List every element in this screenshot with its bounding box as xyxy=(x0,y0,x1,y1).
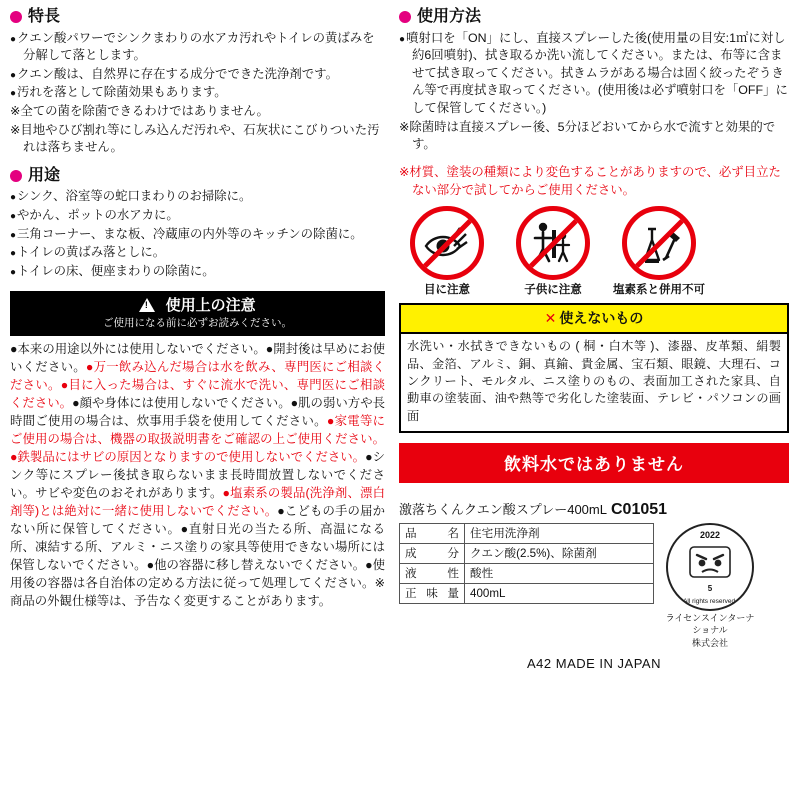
list-item: ● やかん、ポットの水アカに。 xyxy=(10,207,385,225)
spec-value: 酸性 xyxy=(465,563,654,583)
seal-year: 2022 xyxy=(699,529,721,540)
license-company-line1: ライセンスインターナショナル xyxy=(665,612,755,635)
spec-key: 正味量 xyxy=(400,584,465,604)
caution-sentence: ※商品の外観仕様等は、予告なく変更することがあります。 xyxy=(10,575,385,608)
unusable-materials-title xyxy=(401,305,787,334)
bullet-dot-icon xyxy=(10,11,22,23)
features-heading-label: 特長 xyxy=(28,8,61,25)
caution-sentence: ●使用後の容器は各自治体の定める方法に従って処理してください。 xyxy=(10,557,386,590)
spec-value: 400mL xyxy=(465,584,654,604)
spec-key: 液 性 xyxy=(400,563,465,583)
howto-list xyxy=(399,30,789,154)
table-row xyxy=(400,543,654,563)
material-warning-note: ※材質、塗装の種類により変色することがありますので、必ず目立たない部分で試してからご使用ください。 xyxy=(399,164,781,197)
caution-sentence: ●顔や身体には使用しないでください。 xyxy=(72,396,291,411)
uses-heading xyxy=(10,167,385,185)
table-row xyxy=(400,584,654,604)
spec-value: クエン酸(2.5%)、除菌剤 xyxy=(465,543,654,563)
left-column xyxy=(10,8,385,792)
list-item: ● トイレの黄ばみ落としに。 xyxy=(10,244,385,262)
spec-value: 住宅用洗浄剤 xyxy=(465,523,654,543)
caution-sentence: ●開封後は早めにお使いください。 xyxy=(10,342,386,375)
caution-subtitle: ご使用になる前に必ずお読みください。 xyxy=(103,316,292,329)
unusable-materials-box xyxy=(399,303,789,433)
spec-and-seal xyxy=(399,523,789,650)
child-caution-icon xyxy=(516,206,590,280)
list-item: ※ 除菌時は直接スプレー後、5分ほどおいてから水で流すと効果的です。 xyxy=(399,119,789,154)
caution-sentence: ●鉄製品にはサビの原因となりますので使用しないでください。 xyxy=(10,450,366,465)
unusable-materials-text: 水洗い・水拭きできないもの ( 桐・白木等 )、漆器、皮革類、絹製品、金箔、アルミ、銅、真鍮、貴金属、宝石類、眼鏡、大理石、コンクリート、モルタル、ニス塗りのもの、表面加工された家具、自動車の塗装面、油や熱等で劣化した塗装面、テレビ・パソコンの画面 xyxy=(407,339,781,423)
no-chlorine-label: 塩素系と併用不可 xyxy=(613,283,705,296)
caution-sentence: ●こどもの手の届かない所に保管してください。 xyxy=(10,504,385,536)
list-item: ● クエン酸は、自然界に存在する成分でできた洗浄剤です。 xyxy=(10,66,385,84)
license-company-line2: 株式会社 xyxy=(691,638,728,649)
list-item: ※ 全ての菌を除菌できるわけではありません。 xyxy=(10,103,385,121)
eye-caution-item xyxy=(401,206,493,297)
eye-caution-label: 目に注意 xyxy=(424,283,470,296)
warning-icon-row xyxy=(401,206,789,297)
no-chlorine-mix-icon xyxy=(622,206,696,280)
warning-triangle-icon: ! xyxy=(139,296,155,315)
no-chlorine-item xyxy=(613,206,705,297)
caution-text-block xyxy=(10,341,385,611)
list-item: ● クエン酸パワーでシンクまわりの水アカ汚れやトイレの黄ばみを分解して落とします。 xyxy=(10,30,385,65)
list-item: ● トイレの床、便座まわりの除菌に。 xyxy=(10,263,385,281)
caution-title: 使用上の注意 xyxy=(165,296,256,314)
caution-sentence: ●直射日光の当たる所、高温になる所、凍結する所、アルミ・ニス塗りの家具等使用できない場所には保管しないでください。 xyxy=(10,521,386,572)
seal-number: 5 xyxy=(707,583,713,593)
caution-sentence: ●家電等にご使用の場合は、機器の取扱説明書をご確認の上ご使用ください。 xyxy=(10,414,386,447)
features-list xyxy=(10,30,385,157)
right-column xyxy=(399,8,789,792)
seal-rights-text: All rights reserved. xyxy=(683,597,737,605)
spec-key: 品 名 xyxy=(400,523,465,543)
made-in-text: A42 MADE IN JAPAN xyxy=(527,655,661,671)
spec-key: 成 分 xyxy=(400,543,465,563)
product-name: 激落ちくんクエン酸スプレー400mL xyxy=(399,501,607,517)
seal-circle-icon xyxy=(666,523,754,611)
product-name-row xyxy=(399,499,789,519)
caution-sentence: ●シンク等にスプレー後拭き取らないまま長時間放置しないでください。サビや変色のおそれがあります。 xyxy=(10,450,386,501)
caution-sentence: ●肌の弱い方や長時間ご使用の場合は、炊事用手袋を使用してください。 xyxy=(10,396,386,429)
caution-sentence: ●塩素系の製品(洗浄剤、漂白剤等)とは絶対に一緒に使用しないでください。 xyxy=(10,486,385,518)
spec-table xyxy=(399,523,654,604)
howto-heading xyxy=(399,8,789,26)
table-row xyxy=(400,563,654,583)
license-seal xyxy=(664,523,756,650)
howto-heading-label: 使用方法 xyxy=(417,8,482,25)
child-caution-item xyxy=(507,206,599,297)
uses-list xyxy=(10,188,385,280)
table-row xyxy=(400,523,654,543)
uses-heading-label: 用途 xyxy=(28,166,61,184)
list-item: ※ 目地やひび割れ等にしみ込んだ汚れや、石灰状にこびりついた汚れは落ちません。 xyxy=(10,122,385,157)
caution-sentence: ●目に入った場合は、すぐに流水で洗い、専門医にご相談ください。 xyxy=(10,378,386,411)
list-item: ● シンク、浴室等の蛇口まわりのお掃除に。 xyxy=(10,188,385,206)
bullet-dot-icon xyxy=(399,11,411,23)
eye-caution-icon xyxy=(410,206,484,280)
child-caution-label: 子供に注意 xyxy=(524,283,582,296)
features-heading xyxy=(10,8,385,26)
list-item: ● 三角コーナー、まな板、冷蔵庫の内外等のキッチンの除菌に。 xyxy=(10,226,385,244)
caution-sentence: ●他の容器に移し替えないでください。 xyxy=(146,557,366,572)
list-item: ● 噴射口を「ON」にし、直接スプレーした後(使用量の目安:1㎡に対し約6回噴射)、拭き取るか洗い流してください。または、布等に含ませて拭き取ってください。拭きムラがある場合は固く絞ったぞうきん等で再度拭き取ってください。(使用後は必ず噴射口を「OFF」にして保管してください。) xyxy=(399,30,789,118)
list-item: ● 汚れを落として除菌効果もあります。 xyxy=(10,84,385,102)
caution-sentence: ●本来の用途以外には使用しないでください。 xyxy=(10,342,266,357)
bullet-dot-icon xyxy=(10,170,22,182)
not-drinking-water-banner: 飲料水ではありません xyxy=(399,443,789,483)
product-code: C01051 xyxy=(610,500,668,518)
caution-sentence: ●万一飲み込んだ場合は水を飲み、専門医にご相談ください。 xyxy=(10,360,386,393)
caution-banner xyxy=(10,291,385,337)
unusable-materials-title-label: 使えないもの xyxy=(559,310,644,327)
x-mark-icon: ✕ xyxy=(544,310,557,327)
